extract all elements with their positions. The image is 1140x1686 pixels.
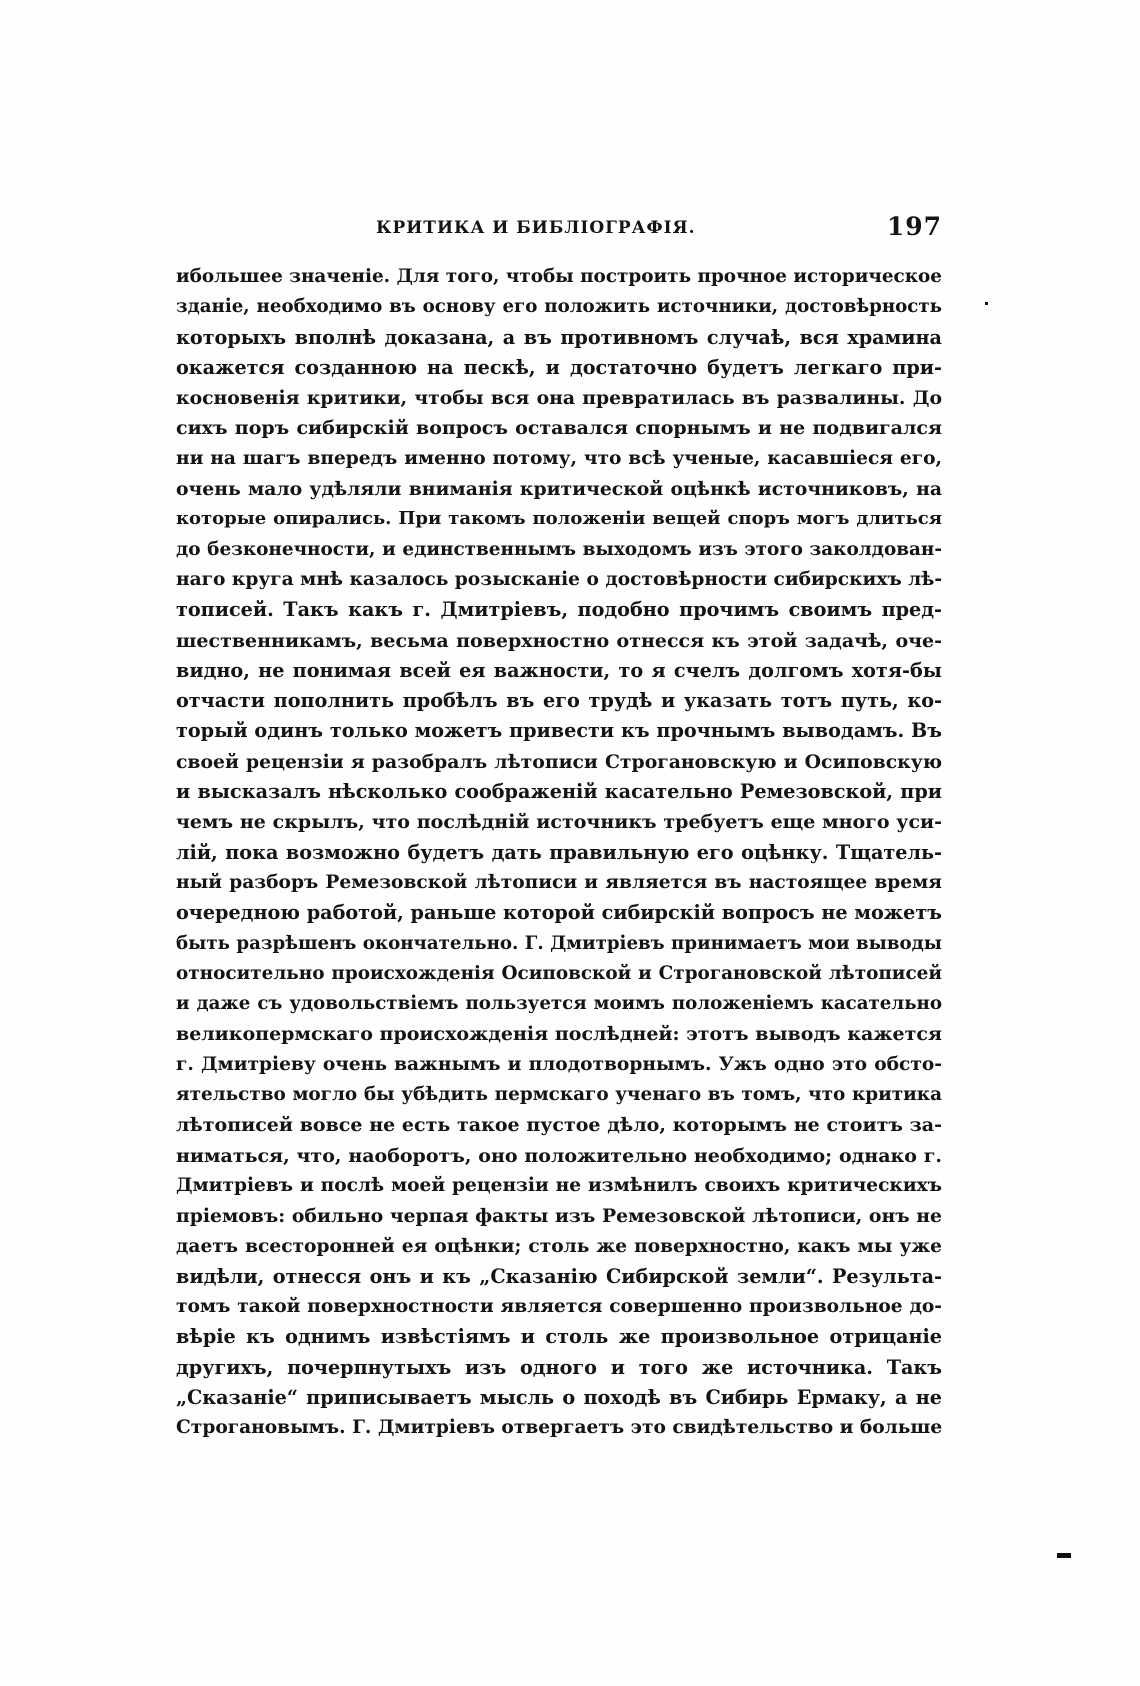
running-head bbox=[176, 212, 942, 242]
text-line: лiй, пока возможно будетъ дать правильную его оцѣнку. Тщатель- bbox=[176, 840, 942, 864]
scan-speck bbox=[1062, 1555, 1071, 1557]
text-line: очередною работой, раньше которой сибирскiй вопросъ не можетъ bbox=[176, 901, 942, 925]
text-line: своей рецензiи я разобралъ лѣтописи Строгановскую и Осиповскую bbox=[176, 750, 942, 773]
text-line: Строгановымъ. Г. Дмитрiевъ отвергаетъ это свидѣтельство и больше bbox=[176, 1417, 943, 1439]
text-line: ятельство могло бы убѣдить пермскаго ученаго въ томъ, что критика bbox=[176, 1084, 942, 1106]
text-line: и даже съ удовольствiемъ пользуется моимъ положенiемъ касательно bbox=[176, 993, 942, 1015]
scan-speck bbox=[985, 302, 988, 305]
text-line: шественникамъ, весьма поверхностно отнесся къ этой задачѣ, оче- bbox=[176, 629, 942, 652]
text-line: которые опирались. При такомъ положенiи вещей споръ могъ длиться bbox=[176, 508, 942, 530]
text-line: „Сказанiе“ приписываетъ мысль о походѣ въ Сибирь Ермаку, а не bbox=[176, 1385, 942, 1409]
text-line: даетъ всесторонней ея оцѣнки; столь же поверхностно, какъ мы уже bbox=[176, 1235, 942, 1257]
text-line: прiемовъ: обильно черпая факты изъ Ремезовской лѣтописи, онъ не bbox=[176, 1205, 942, 1228]
running-title: КРИТИКА И БИБЛIОГРАФIЯ. bbox=[376, 218, 696, 238]
text-line: лѣтописей вовсе не есть такое пустое дѣло, которымъ не стоитъ за- bbox=[176, 1114, 942, 1137]
text-line: зданiе, необходимо въ основу его положить источники, достовѣрность bbox=[176, 296, 942, 318]
body-text bbox=[176, 262, 942, 1444]
text-line: ниматься, что, наоборотъ, оно положительно необходимо; однако г. bbox=[176, 1144, 942, 1167]
text-line: видно, не понимая всей ея важности, то я счелъ долгомъ хотя-бы bbox=[176, 658, 942, 682]
text-line: быть разрѣшенъ окончательно. Г. Дмитрiевъ принимаетъ мои выводы bbox=[176, 932, 942, 954]
text-line: г. Дмитрiеву очень важнымъ и плодотворнымъ. Ужъ одно это обсто- bbox=[176, 1053, 942, 1075]
text-line: видѣли, отнесся онъ и къ „Сказанiю Сибирской земли“. Результа- bbox=[176, 1264, 942, 1288]
text-line: томъ такой поверхностности является совершенно произвольное до- bbox=[176, 1296, 942, 1318]
text-line: отчасти пополнить пробѣлъ въ его трудѣ и указать тотъ путь, ко- bbox=[176, 689, 942, 713]
text-line: Дмитрiевъ и послѣ моей рецензiи не измѣнилъ своихъ критическихъ bbox=[176, 1174, 942, 1196]
text-line: косновенiя критики, чтобы вся она превратилась въ развалины. До bbox=[176, 387, 942, 410]
text-line: и высказалъ нѣсколько соображенiй касательно Ремезовской, при bbox=[176, 780, 942, 804]
text-line: относительно происхожденiя Осиповской и Строгановской лѣтописей bbox=[176, 962, 942, 984]
text-line: торый одинъ только можетъ привести къ прочнымъ выводамъ. Въ bbox=[176, 719, 942, 743]
text-line: тописей. Такъ какъ г. Дмитрiевъ, подобно прочимъ своимъ пред- bbox=[176, 598, 942, 622]
text-line: ный разборъ Ремезовской лѣтописи и является въ настоящее время bbox=[176, 871, 942, 893]
text-line: вѣрiе къ однимъ извѣстiямъ и столь же произвольное отрицанiе bbox=[176, 1325, 942, 1349]
text-line: чемъ не скрылъ, что послѣднiй источникъ требуетъ еще много уси- bbox=[176, 811, 942, 834]
text-line: великопермскаго происхожденiя послѣдней: этотъ выводъ кажется bbox=[176, 1023, 942, 1046]
text-line: наго круга мнѣ казалось розысканiе о достовѣрности сибирскихъ лѣ- bbox=[176, 568, 943, 590]
text-line: которыхъ вполнѣ доказана, а въ противномъ случаѣ, вся храмина bbox=[176, 325, 942, 349]
text-line: до безконечности, и единственнымъ выходомъ изъ этого заколдован- bbox=[176, 538, 942, 560]
text-line: сихъ поръ сибирскiй вопросъ оставался спорнымъ и не подвигался bbox=[176, 417, 942, 440]
text-line: другихъ, почерпнутыхъ изъ одного и того же источника. Такъ bbox=[176, 1355, 942, 1379]
text-line: ибольшее значенiе. Для того, чтобы построить прочное историческое bbox=[176, 266, 942, 287]
text-line: окажется созданною на пескѣ, и достаточно будетъ легкаго при- bbox=[176, 355, 942, 379]
text-line: очень мало удѣляли вниманiя критической оцѣнкѣ источниковъ, на bbox=[176, 478, 942, 501]
text-line: ни на шагъ впередъ именно потому, что всѣ ученые, касавшiеся его, bbox=[176, 447, 942, 469]
page-number: 197 bbox=[886, 212, 942, 241]
